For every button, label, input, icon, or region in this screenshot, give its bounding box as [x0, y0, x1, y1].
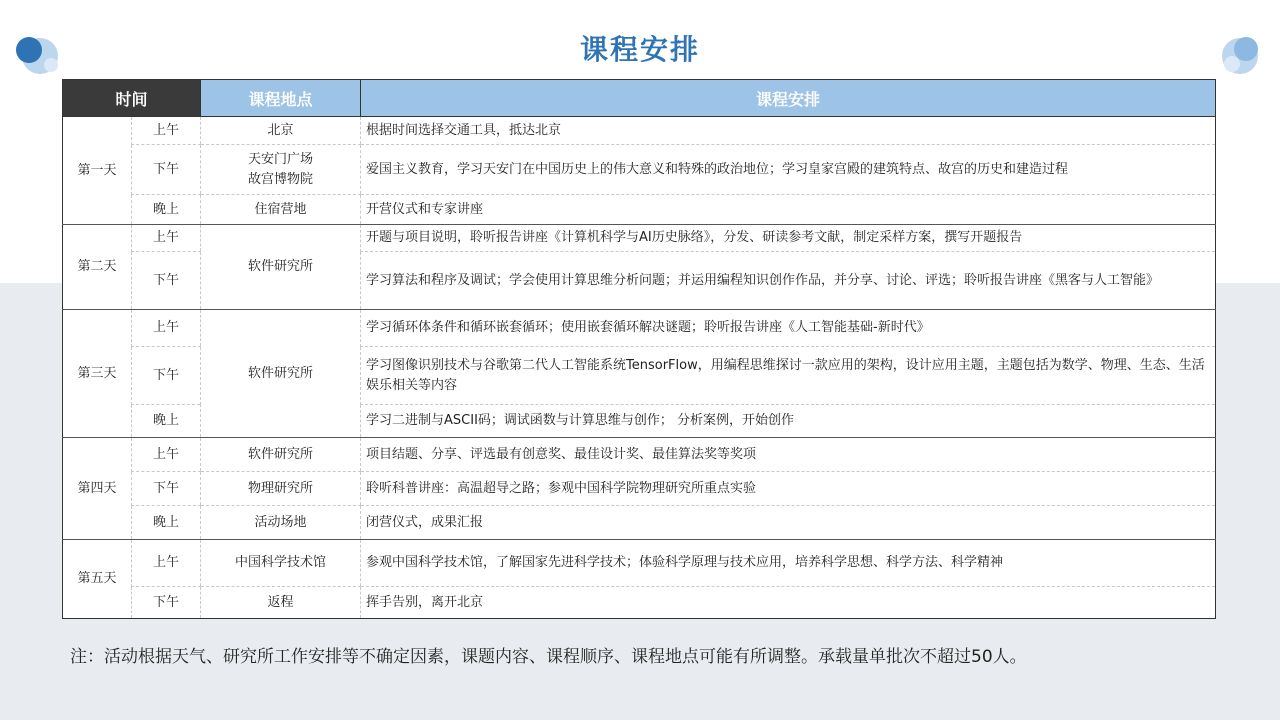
table-row	[63, 310, 1216, 347]
table-row	[63, 225, 1216, 252]
schedule-cell: 学习二进制与ASCII码；调试函数与计算思维与创作； 分析案例，开始创作	[361, 405, 1216, 438]
table-row	[63, 145, 1216, 195]
period-cell: 下午	[132, 347, 201, 405]
period-cell: 上午	[132, 310, 201, 347]
location-cell: 软件研究所	[201, 225, 361, 310]
location-cell: 软件研究所	[201, 438, 361, 472]
schedule-cell: 项目结题、分享、评选最有创意奖、最佳设计奖、最佳算法奖等奖项	[361, 438, 1216, 472]
schedule-cell: 开营仪式和专家讲座	[361, 195, 1216, 225]
table-row	[63, 587, 1216, 619]
table-row	[63, 472, 1216, 506]
table-header-row	[63, 80, 1216, 117]
period-cell: 上午	[132, 540, 201, 587]
schedule-cell: 学习算法和程序及调试；学会使用计算思维分析问题；并运用编程知识创作作品，并分享、讨论、评选；聆听报告讲座《黑客与人工智能》	[361, 252, 1216, 310]
period-cell: 上午	[132, 225, 201, 252]
header-schedule: 课程安排	[361, 80, 1216, 117]
schedule-cell: 聆听科普讲座：高温超导之路；参观中国科学院物理研究所重点实验	[361, 472, 1216, 506]
schedule-cell: 参观中国科学技术馆，了解国家先进科学技术；体验科学原理与技术应用，培养科学思想、科学方法、科学精神	[361, 540, 1216, 587]
location-cell: 返程	[201, 587, 361, 619]
schedule-cell: 挥手告别，离开北京	[361, 587, 1216, 619]
location-line: 天安门广场	[248, 151, 314, 167]
location-cell	[201, 145, 361, 195]
period-cell: 晚上	[132, 195, 201, 225]
header-time: 时间	[63, 80, 201, 117]
location-cell: 物理研究所	[201, 472, 361, 506]
footnote: 注：活动根据天气、研究所工作安排等不确定因素，课题内容、课程顺序、课程地点可能有所调整。承载量单批次不超过50人。	[70, 647, 1027, 667]
day-cell: 第三天	[63, 310, 132, 438]
period-cell: 下午	[132, 252, 201, 310]
schedule-cell: 开题与项目说明，聆听报告讲座《计算机科学与AI历史脉络》，分发、研读参考文献，制定采样方案，撰写开题报告	[361, 225, 1216, 252]
period-cell: 下午	[132, 587, 201, 619]
table-row	[63, 438, 1216, 472]
page-title: 课程安排	[579, 33, 700, 66]
location-line: 故宫博物院	[248, 171, 314, 187]
table-row	[63, 117, 1216, 145]
table-row	[63, 195, 1216, 225]
table-row	[63, 506, 1216, 540]
location-cell: 北京	[201, 117, 361, 145]
schedule-table	[62, 79, 1216, 619]
location-cell: 中国科学技术馆	[201, 540, 361, 587]
day-cell: 第一天	[63, 117, 132, 225]
header-location: 课程地点	[201, 80, 361, 117]
schedule-cell: 爱国主义教育，学习天安门在中国历史上的伟大意义和特殊的政治地位；学习皇家宫殿的建筑特点、故宫的历史和建造过程	[361, 145, 1216, 195]
day-cell: 第五天	[77, 571, 117, 586]
day-cell: 第二天	[63, 225, 132, 310]
location-cell: 活动场地	[201, 506, 361, 540]
period-cell: 下午	[132, 472, 201, 506]
schedule-cell: 闭营仪式，成果汇报	[361, 506, 1216, 540]
schedule-cell: 学习图像识别技术与谷歌第二代人工智能系统TensorFlow，用编程思维探讨一款应用的架构，设计应用主题，主题包括为数学、物理、生态、生活娱乐相关等内容	[361, 347, 1216, 405]
location-cell: 软件研究所	[201, 310, 361, 438]
period-cell: 下午	[132, 145, 201, 195]
period-cell: 上午	[132, 117, 201, 145]
table-row	[63, 540, 1216, 587]
period-cell: 晚上	[132, 506, 201, 540]
location-cell: 住宿营地	[201, 195, 361, 225]
day-cell: 第四天	[63, 438, 132, 540]
period-cell: 晚上	[132, 405, 201, 438]
schedule-cell: 根据时间选择交通工具，抵达北京	[361, 117, 1216, 145]
period-cell: 上午	[132, 438, 201, 472]
schedule-cell: 学习循环体条件和循环嵌套循环；使用嵌套循环解决谜题；聆听报告讲座《人工智能基础-新时代》	[361, 310, 1216, 347]
